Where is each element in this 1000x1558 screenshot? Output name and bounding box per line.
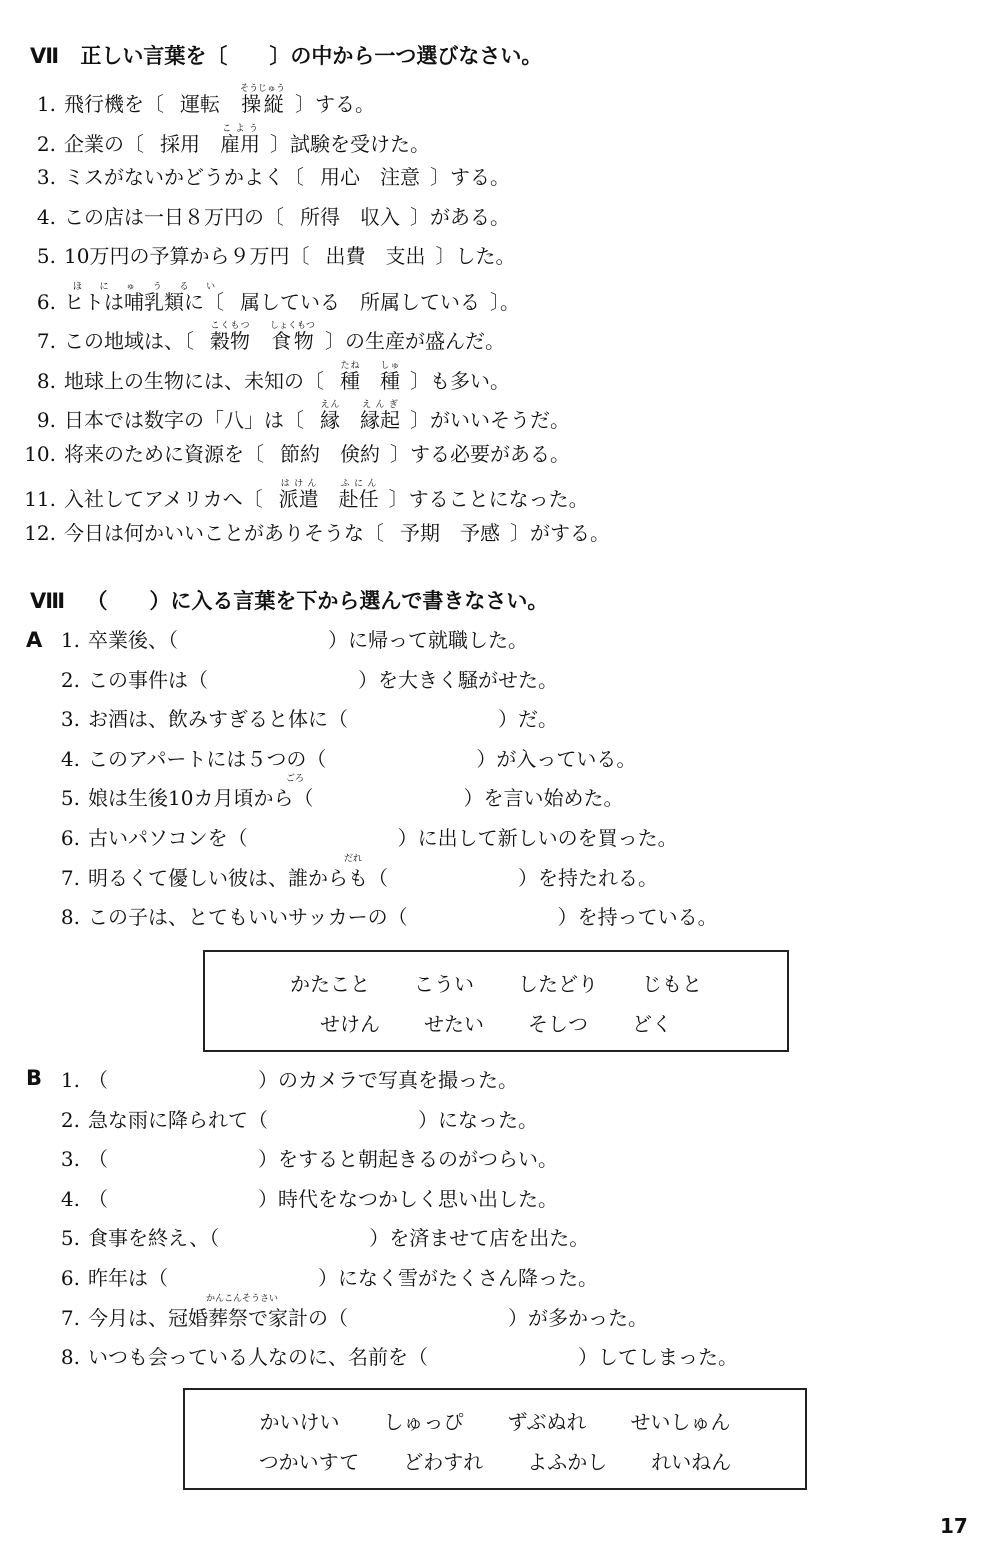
question-row — [46, 1106, 538, 1134]
question-number: 6. — [60, 826, 80, 850]
choice-option-2-text: 雇用 — [220, 131, 260, 156]
choice-option-2-text: 食物 — [270, 329, 316, 353]
question-number: 4. — [60, 746, 80, 771]
word-bank-row — [205, 968, 787, 997]
question-suffix: 〕試験を受けた。 — [270, 131, 430, 156]
question-row — [18, 163, 510, 191]
question-row — [46, 853, 658, 892]
question-suffix: ）を大きく騒がせた。 — [358, 667, 558, 692]
question-suffix: ）になく雪がたくさん降った。 — [318, 1266, 598, 1290]
word-bank-item: せいしゅん — [630, 1410, 731, 1434]
word-bank-item: ずぶぬれ — [507, 1410, 587, 1434]
choice-option-1 — [279, 479, 319, 513]
section-7-roman: Ⅶ — [30, 44, 60, 68]
furigana-annotation: だれ — [344, 853, 363, 864]
question-number: 11. — [24, 487, 56, 511]
word-bank-item: かいけい — [259, 1410, 340, 1434]
question-row — [46, 1185, 558, 1213]
question-number: 7. — [36, 329, 56, 353]
question-row — [18, 84, 375, 118]
choice-option-1-text: 派遣 — [278, 487, 319, 511]
part-a-letter: A — [26, 628, 43, 652]
question-suffix: ）だ。 — [498, 707, 558, 732]
choice-option-1: 用心 — [320, 165, 360, 189]
choice-option-2 — [380, 361, 400, 395]
question-suffix: 〕する必要がある。 — [390, 441, 570, 466]
question-prefix: この事件は（ — [88, 667, 208, 692]
choice-option-1: 採用 — [160, 131, 200, 156]
question-prefix: お酒は、飲みすぎると体に（ — [88, 707, 348, 732]
question-number: 8. — [60, 905, 80, 930]
question-suffix: ）を持っている。 — [557, 905, 718, 930]
question-row — [18, 124, 430, 158]
question-row — [46, 1343, 738, 1371]
question-row — [18, 203, 510, 231]
question-row — [18, 321, 505, 355]
question-suffix: 〕がある。 — [410, 204, 510, 229]
question-prefix: 将来のために資源を〔 — [64, 441, 264, 466]
choice-option-2-text: 種 — [380, 368, 400, 393]
question-number: 1. — [36, 92, 56, 116]
question-number: 5. — [36, 244, 56, 268]
choice-option-1-text: 縁 — [320, 408, 340, 432]
question-number: 5. — [60, 786, 80, 811]
question-row — [18, 479, 589, 513]
question-prefix: 企業の〔 — [64, 131, 144, 156]
choice-option-2 — [360, 400, 400, 434]
question-prefix: （ — [88, 1068, 108, 1092]
choice-option-2: 倹約 — [340, 441, 380, 466]
word-bank-item: そしつ — [528, 1012, 588, 1036]
question-prefix: 明るくて優しい彼は、誰からも（ — [88, 865, 388, 890]
question-prefix: いつも会っている人なのに、名前を（ — [88, 1345, 428, 1370]
word-bank-row — [205, 1008, 787, 1037]
question-row — [18, 440, 570, 468]
word-bank-item: れいねん — [651, 1450, 732, 1474]
question-number: 2. — [60, 667, 80, 692]
question-prefix: 日本では数字の「八」は〔 — [64, 408, 304, 432]
question-number: 1. — [60, 1068, 80, 1092]
choice-option-2-furigana: そうじゅう — [240, 84, 286, 94]
question-row — [18, 519, 610, 547]
question-prefix: 卒業後、（ — [88, 628, 178, 652]
section-8-instruction: （ ）に入る言葉を下から選んで書きなさい。 — [86, 589, 549, 613]
question-row — [18, 242, 515, 270]
question-row — [46, 1264, 598, 1292]
choice-option-2-text: 縁起 — [360, 408, 400, 432]
question-row — [46, 774, 624, 812]
choice-option-2 — [240, 84, 285, 118]
question-suffix: ）を言い始めた。 — [463, 786, 624, 811]
page-number: 17 — [940, 1514, 968, 1538]
question-prefix — [64, 281, 224, 314]
choice-option-1: 出費 — [325, 244, 366, 268]
choice-option-2-furigana: しゅ — [380, 360, 400, 371]
question-prefix: ミスがないかどうかよく〔 — [64, 165, 304, 189]
part-b-word-bank — [183, 1388, 807, 1490]
question-suffix: ）をすると朝起きるのがつらい。 — [258, 1147, 558, 1172]
choice-option-2-furigana: しょくもつ — [270, 321, 316, 331]
question-suffix: ）になった。 — [418, 1107, 538, 1132]
question-number: 3. — [36, 165, 56, 189]
choice-option-2: 予感 — [460, 520, 500, 545]
question-number: 8. — [60, 1345, 80, 1370]
word-bank-item: せけん — [320, 1012, 380, 1036]
choice-option-2: 注意 — [380, 165, 420, 189]
question-number: 8. — [36, 368, 56, 393]
question-prefix-text: ヒトは哺乳類に〔 — [64, 289, 224, 314]
word-bank-item: しゅっぴ — [383, 1410, 464, 1434]
question-prefix: 古いパソコンを（ — [88, 826, 248, 850]
question-number: 4. — [36, 204, 56, 229]
question-row — [46, 903, 718, 931]
question-suffix: 〕がする。 — [510, 520, 610, 545]
choice-option-1 — [210, 321, 250, 355]
question-suffix: 〕。 — [490, 289, 520, 314]
word-bank-item: したどり — [518, 972, 598, 996]
choice-option-2: 支出 — [385, 244, 426, 268]
question-suffix: 〕することになった。 — [388, 487, 589, 511]
choice-option-2-text: 操縦 — [240, 92, 286, 116]
choice-option-2-text: 赴任 — [338, 487, 379, 511]
choice-option-2-furigana: えんぎ — [360, 400, 400, 410]
question-row — [46, 626, 528, 654]
question-suffix: 〕する。 — [430, 165, 510, 189]
question-number: 6. — [60, 1266, 80, 1290]
section-8-roman: Ⅷ — [30, 589, 66, 613]
choice-option-1-text: 種 — [340, 368, 360, 393]
question-number: 6. — [36, 289, 56, 314]
part-a-word-bank — [203, 950, 789, 1052]
question-row — [46, 745, 636, 773]
choice-option-1: 予期 — [400, 520, 440, 545]
question-prefix: 地球上の生物には、未知の〔 — [64, 368, 324, 393]
question-number: 2. — [60, 1107, 80, 1132]
question-suffix: 〕の生産が盛んだ。 — [325, 329, 506, 353]
question-suffix: ）が多かった。 — [508, 1305, 648, 1330]
question-prefix-furigana: ほにゅうるい — [64, 281, 224, 292]
question-number: 9. — [36, 408, 56, 432]
word-bank-item: かたこと — [290, 972, 370, 996]
choice-option-2 — [220, 124, 260, 158]
choice-option-2: 収入 — [360, 204, 400, 229]
question-number: 3. — [60, 707, 80, 732]
question-number: 1. — [60, 628, 80, 652]
question-suffix: ）のカメラで写真を撮った。 — [258, 1068, 518, 1092]
question-prefix: 昨年は（ — [88, 1266, 168, 1290]
choice-option-1: 所得 — [300, 204, 340, 229]
choice-option-1-furigana: えん — [320, 400, 340, 410]
choice-option-2 — [270, 321, 315, 355]
question-number: 7. — [60, 1305, 80, 1330]
question-suffix: 〕がいいそうだ。 — [410, 408, 570, 432]
choice-option-1-text: 穀物 — [210, 329, 250, 353]
question-suffix: ）時代をなつかしく思い出した。 — [258, 1186, 558, 1211]
word-bank-item: どわすれ — [403, 1450, 484, 1474]
question-suffix: ）を持たれる。 — [518, 865, 658, 890]
choice-option-1-furigana: はけん — [278, 479, 319, 489]
question-row — [18, 361, 510, 395]
question-prefix: 10万円の予算から９万円〔 — [64, 244, 310, 268]
question-suffix: ）してしまった。 — [578, 1345, 738, 1370]
question-suffix: 〕した。 — [435, 244, 516, 268]
choice-option-1 — [340, 361, 360, 395]
word-bank-item: よふかし — [527, 1450, 608, 1474]
choice-option-1-furigana: こくもつ — [210, 321, 250, 331]
part-b-letter: B — [26, 1066, 43, 1090]
word-bank-item: せたい — [424, 1012, 484, 1036]
question-row — [46, 1066, 518, 1094]
question-prefix: このアパートには５つの（ — [88, 746, 327, 771]
question-row — [18, 400, 570, 434]
word-bank-item: じもと — [642, 972, 702, 996]
choice-option-2: 所属している — [360, 289, 480, 314]
section-8-heading — [30, 585, 548, 615]
question-suffix: ）に帰って就職した。 — [328, 628, 528, 652]
question-prefix: 今月は、冠婚葬祭で家計の（ — [88, 1305, 348, 1330]
word-bank-item: こうい — [414, 972, 474, 996]
choice-option-2-furigana: ふにん — [338, 479, 379, 489]
question-number: 3. — [60, 1147, 80, 1172]
choice-option-1: 節約 — [280, 441, 320, 466]
question-suffix: 〕する。 — [295, 92, 376, 116]
question-number: 12. — [24, 520, 56, 545]
choice-option-1 — [320, 400, 340, 434]
question-row — [46, 666, 558, 694]
furigana-annotation: ごろ — [286, 774, 305, 785]
furigana-annotation: かんこんそうさい — [206, 1293, 279, 1304]
question-number: 10. — [24, 441, 56, 466]
question-prefix: 急な雨に降られて（ — [88, 1107, 268, 1132]
question-prefix: この地域は、〔 — [64, 329, 194, 353]
question-prefix: この店は一日８万円の〔 — [64, 204, 284, 229]
section-7-heading — [30, 40, 542, 70]
question-suffix: ）を済ませて店を出た。 — [369, 1226, 590, 1251]
question-number: 2. — [36, 131, 56, 156]
question-suffix: 〕も多い。 — [410, 368, 510, 393]
question-prefix: （ — [88, 1147, 108, 1172]
word-bank-row — [185, 1446, 805, 1475]
question-row — [46, 1145, 558, 1173]
question-suffix: ）が入っている。 — [476, 746, 637, 771]
choice-option-2 — [339, 479, 379, 513]
choice-option-1-furigana: たね — [340, 360, 360, 371]
question-prefix: 飛行機を〔 — [64, 92, 164, 116]
question-row — [46, 705, 558, 733]
word-bank-item: つかいすて — [258, 1450, 360, 1474]
choice-option-1: 運転 — [180, 92, 220, 116]
section-7-instruction: 正しい言葉を〔 〕の中から一つ選びなさい。 — [80, 44, 543, 68]
question-row — [46, 1293, 648, 1332]
question-number: 7. — [60, 865, 80, 890]
question-number: 4. — [60, 1186, 80, 1211]
choice-option-1: 属している — [240, 289, 340, 314]
word-bank-item: どく — [632, 1012, 672, 1036]
question-suffix: ）に出して新しいのを買った。 — [397, 826, 678, 850]
word-bank-row — [185, 1406, 805, 1435]
question-row — [18, 282, 520, 316]
question-prefix: 食事を終え、（ — [88, 1226, 220, 1251]
question-prefix: この子は、とてもいいサッカーの（ — [88, 905, 408, 930]
question-prefix: （ — [88, 1186, 108, 1211]
question-prefix: 入社してアメリカへ〔 — [64, 487, 263, 511]
question-row — [46, 824, 678, 852]
question-prefix: 娘は生後10カ月頃から（ — [88, 786, 314, 811]
question-prefix: 今日は何かいいことがありそうな〔 — [64, 520, 384, 545]
question-number: 5. — [60, 1226, 80, 1251]
question-row — [46, 1224, 589, 1252]
choice-option-2-furigana: こよう — [220, 123, 260, 134]
